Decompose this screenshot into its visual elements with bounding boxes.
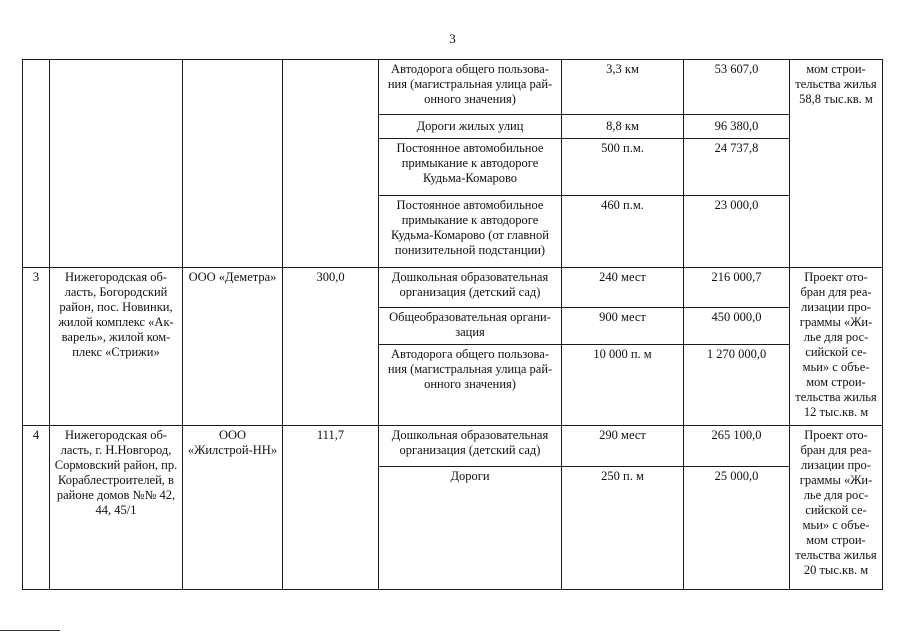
quantity-cell: 900 мест xyxy=(562,308,684,345)
object-cell: Дошкольная образовательная организация (детский сад) xyxy=(379,268,562,308)
location-cell: Нижегородская об- ласть, Богородский район, пос. Новинки, жилой комплекс «Ак- варель», жилой ком- плекс «Стрижи» xyxy=(50,268,183,426)
note-cell: Проект ото- бран для реа- лизации про- граммы «Жи- лье для рос- сийской се- мьи» с объе- мом строи- тельства жилья 20 тыс.кв. м xyxy=(790,426,883,590)
quantity-cell: 500 п.м. xyxy=(562,139,684,196)
data-table xyxy=(22,59,883,590)
quantity-cell: 240 мест xyxy=(562,268,684,308)
quantity-cell: 10 000 п. м xyxy=(562,345,684,426)
cost-cell: 96 380,0 xyxy=(684,115,790,139)
location-cell xyxy=(50,60,183,268)
area-cell: 300,0 xyxy=(283,268,379,426)
object-cell: Дороги xyxy=(379,467,562,590)
cost-cell: 53 607,0 xyxy=(684,60,790,115)
cost-cell: 265 100,0 xyxy=(684,426,790,467)
object-cell: Общеобразовательная органи- зация xyxy=(379,308,562,345)
cost-cell: 1 270 000,0 xyxy=(684,345,790,426)
cost-cell: 25 000,0 xyxy=(684,467,790,590)
cost-cell: 24 737,8 xyxy=(684,139,790,196)
object-cell: Дороги жилых улиц xyxy=(379,115,562,139)
cost-cell: 450 000,0 xyxy=(684,308,790,345)
object-cell: Автодорога общего пользова- ния (магистральная улица рай- онного значения) xyxy=(379,60,562,115)
cost-cell: 23 000,0 xyxy=(684,196,790,268)
quantity-cell: 3,3 км xyxy=(562,60,684,115)
page-number: 3 xyxy=(449,31,456,46)
quantity-cell: 290 мест xyxy=(562,426,684,467)
table-row xyxy=(23,426,883,467)
area-cell xyxy=(283,60,379,268)
quantity-cell: 460 п.м. xyxy=(562,196,684,268)
object-cell: Постоянное автомобильное примыкание к автодороге Кудьма-Комарово (от главной понизительной подстанции) xyxy=(379,196,562,268)
row-number-cell: 3 xyxy=(23,268,50,426)
note-cell: Проект ото- бран для реа- лизации про- граммы «Жи- лье для рос- сийской се- мьи» с объе- мом строи- тельства жилья 12 тыс.кв. м xyxy=(790,268,883,426)
object-cell: Автодорога общего пользова- ния (магистральная улица рай- онного значения) xyxy=(379,345,562,426)
object-cell: Постоянное автомобильное примыкание к автодороге Кудьма-Комарово xyxy=(379,139,562,196)
row-number-cell xyxy=(23,60,50,268)
table-row xyxy=(23,268,883,308)
row-number-cell: 4 xyxy=(23,426,50,590)
developer-cell: ООО «Жилстрой-НН» xyxy=(183,426,283,590)
developer-cell: ООО «Деметра» xyxy=(183,268,283,426)
object-cell: Дошкольная образовательная организация (детский сад) xyxy=(379,426,562,467)
quantity-cell: 250 п. м xyxy=(562,467,684,590)
page-edge-rule xyxy=(0,630,60,631)
location-cell: Нижегородская об- ласть, г. Н.Новгород, Сормовский район, пр. Кораблестроителей, в районе домов №№ 42, 44, 45/1 xyxy=(50,426,183,590)
developer-cell xyxy=(183,60,283,268)
table-row xyxy=(23,60,883,115)
note-cell: мом строи- тельства жилья 58,8 тыс.кв. м xyxy=(790,60,883,268)
area-cell: 111,7 xyxy=(283,426,379,590)
quantity-cell: 8,8 км xyxy=(562,115,684,139)
cost-cell: 216 000,7 xyxy=(684,268,790,308)
